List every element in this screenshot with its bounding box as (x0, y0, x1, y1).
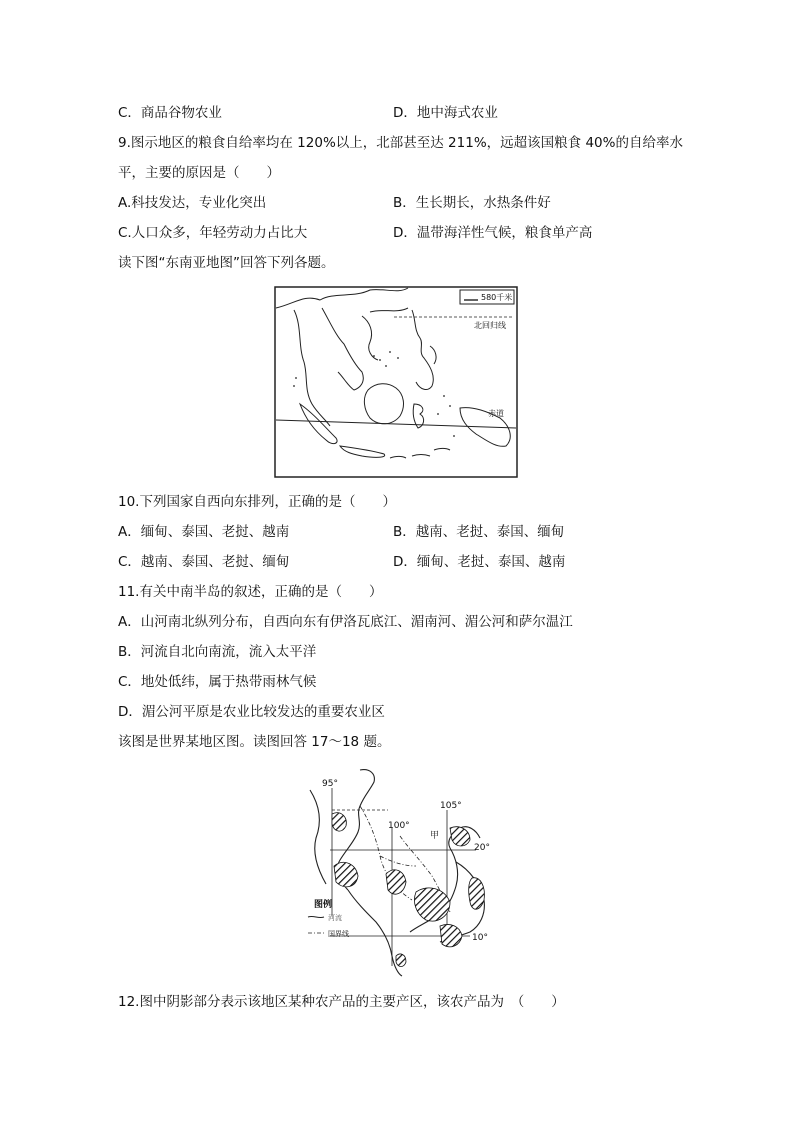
q10-option-c: C．越南、泰国、老挝、缅甸 (118, 554, 290, 570)
q9-option-b: B．生长期长，水热条件好 (393, 195, 551, 211)
q10-stem: 10.下列国家自西向东排列，正确的是（ ） (118, 494, 396, 510)
lat-10-label: 10° (472, 933, 488, 943)
q9-option-c: C.人口众多，年轻劳动力占比大 (118, 225, 308, 241)
tropic-label: 北回归线 (474, 321, 506, 330)
q11-stem: 11.有关中南半岛的叙述，正确的是（ ） (118, 584, 383, 600)
q9-stem-line2: 平，主要的原因是（ ） (118, 165, 280, 181)
q9-stem-line1: 9.图示地区的粮食自给率均在 120%以上，北部甚至达 211%，远超该国粮食 40%的自给率水 (118, 135, 683, 151)
q10-option-b: B．越南、老挝、泰国、缅甸 (393, 524, 565, 540)
legend-border-label: 国界线 (328, 930, 349, 938)
lat-20-label: 20° (474, 843, 490, 853)
lon-95-label: 95° (322, 779, 338, 789)
q9-option-d: D．温带海洋性气候，粮食单产高 (393, 225, 593, 241)
scale-label: 580千米 (481, 293, 513, 302)
intro-map2: 该图是世界某地区图。读图回答 17～18 题。 (118, 734, 391, 750)
legend-title: 图例 (314, 900, 333, 910)
q10-option-d: D．缅甸、老挝、泰国、越南 (393, 554, 566, 570)
southeast-asia-map (274, 286, 518, 478)
shaded-production-areas (332, 813, 484, 967)
q12-stem: 12.图中阴影部分表示该地区某种农产品的主要产区，该农产品为 （ ） (118, 994, 565, 1010)
lon-100-label: 100° (388, 821, 410, 831)
q10-option-a: A．缅甸、泰国、老挝、越南 (118, 524, 290, 540)
lon-105-label: 105° (440, 801, 462, 811)
q11-option-d: D．湄公河平原是农业比较发达的重要农业区 (118, 704, 385, 720)
q11-option-c: C．地处低纬，属于热带雨林气候 (118, 674, 317, 690)
legend-river-swatch (308, 916, 324, 917)
q11-option-b: B．河流自北向南流，流入太平洋 (118, 644, 317, 660)
q8-option-d: D．地中海式农业 (393, 105, 498, 121)
indochina-map (300, 766, 506, 978)
equator-label: 赤道 (488, 409, 504, 418)
legend-river-label: 河流 (328, 914, 342, 922)
label-jia: 甲 (430, 831, 440, 841)
q9-option-a: A.科技发达，专业化突出 (118, 195, 267, 211)
intro-map1: 读下图“东南亚地图”回答下列各题。 (118, 255, 335, 271)
q11-option-a: A．山河南北纵列分布，自西向东有伊洛瓦底江、湄南河、湄公河和萨尔温江 (118, 614, 573, 630)
q8-option-c: C．商品谷物农业 (118, 105, 222, 121)
